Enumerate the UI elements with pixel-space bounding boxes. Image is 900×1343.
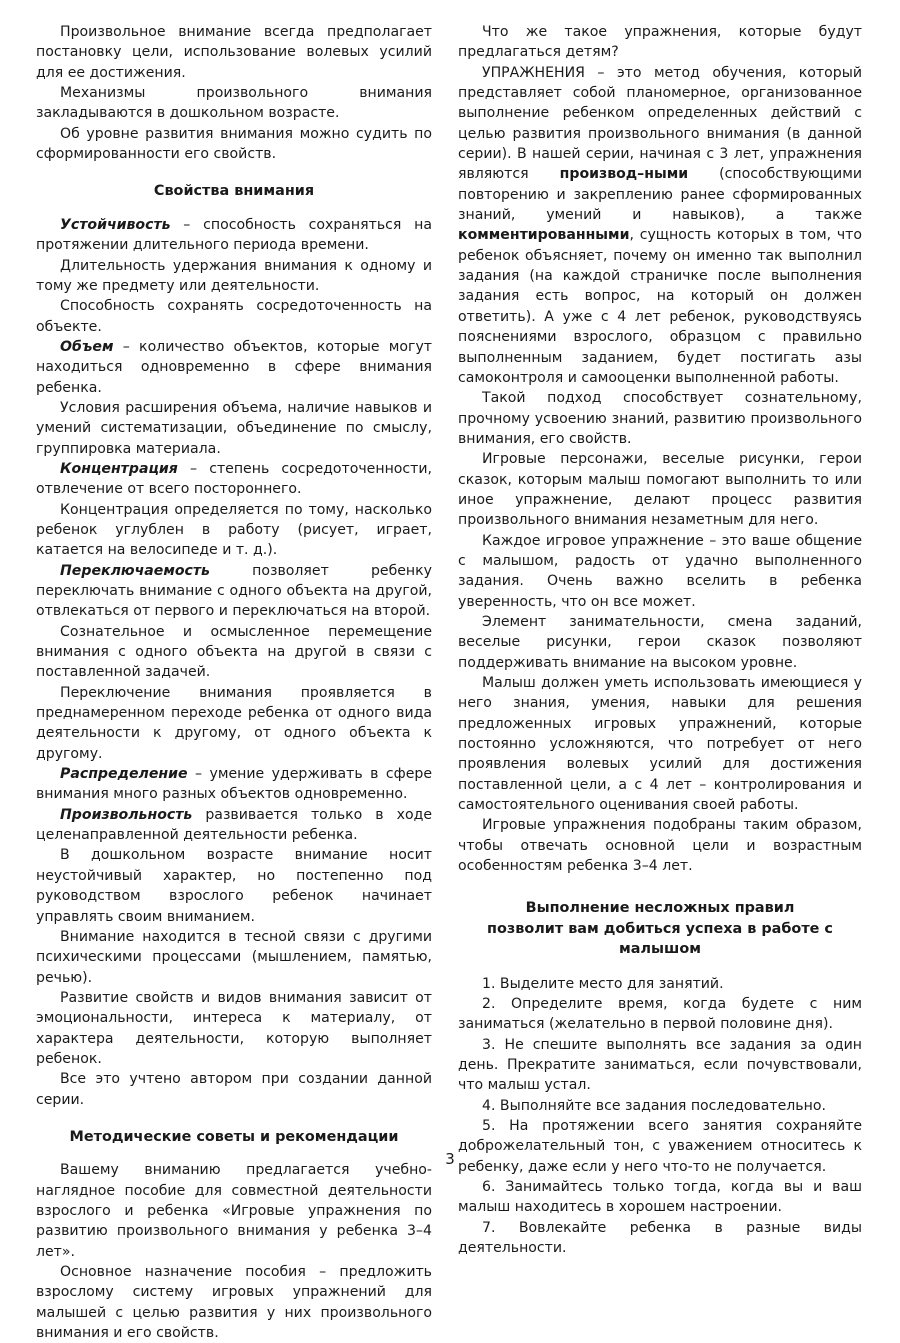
paragraph: Вашему вниманию предлагается учебно-наглядное пособие для совместной деятельности взрослого и ребенка «Игровые упражнения по развитию произвольного внимания у ребенка 3–4 лет». <box>36 1162 432 1260</box>
paragraph: Малыш должен уметь использовать имеющиеся у него знания, умения, навыки для решения предложенных игровых упражнений, которые постоянно усложняются, что потребует от него проявления волевых усилий для достижения поставленной цели, а с 4 лет – контролирования и самостоятельного оценивания своей работы. <box>458 675 862 814</box>
paragraph: Такой подход способствует сознательному, прочному усвоению знаний, развитию произвольного внимания, его свойств. <box>458 390 862 447</box>
paragraph-property <box>36 215 432 256</box>
property-term: Распределение <box>60 766 188 783</box>
section-heading-properties: Свойства внимания <box>153 183 315 200</box>
property-text: В дошкольном возрасте внимание носит неустойчивый характер, но постепенно под руководством взрослого ребенок начинает управлять своим вниманием. <box>36 847 432 925</box>
spacer <box>36 164 432 181</box>
definition-part-1: УПРАЖНЕНИЯ – это метод обучения, который представляет собой планомерное, организованное выполнение ребенком определенных действий с целью развития произвольного внимания (в данной серии). В нашей серии, начиная с 3 лет, упражнения являются <box>458 64 862 183</box>
property-text: Внимание находится в тесной связи с другими психическими процессами (мышлением, памятью, речью). <box>36 928 432 986</box>
section-heading-rules-line1: Выполнение несложных правил <box>525 900 795 917</box>
property-text: – способность сохраняться на протяжении длительного периода времени. <box>36 216 432 254</box>
property-term: Концентрация <box>60 460 178 477</box>
rule-item: 6. Занимайтесь только тогда, когда вы и ваш малыш находитесь в хорошем настроении. <box>458 1179 862 1216</box>
paragraph: Об уровне развития внимания можно судить по сформированности его свойств. <box>36 125 432 163</box>
spacer <box>458 960 862 974</box>
property-text: Развитие свойств и видов внимания зависит от эмоциональности, интереса к материалу, от характера деятельности, которую выполняет ребенок. <box>36 989 432 1067</box>
property-text: – умение удерживать в сфере внимания много разных объектов одновременно. <box>36 766 432 803</box>
section-heading-rules-line2: позволит вам добиться успеха в работе с малышом <box>487 920 833 958</box>
property-text: позволяет ребенку переключать внимание с одного объекта на другой, отвлекаться от первого и переключаться на второй. <box>36 562 432 620</box>
property-text: Концентрация определяется по тому, насколько ребенок углублен в работу (рисует, играет, катается на велосипеде и т. д.). <box>36 501 432 559</box>
paragraph-property <box>36 561 432 622</box>
property-text: – степень сосредоточенности, отвлечение от всего постороннего. <box>36 460 432 498</box>
paragraph-property <box>36 927 432 988</box>
paragraph: Механизмы произвольного внимания закладываются в дошкольном возрасте. <box>36 85 432 122</box>
property-term: Произвольность <box>60 806 193 823</box>
property-text: Все это учтено автором при создании данной серии. <box>36 1071 432 1108</box>
paragraph: Игровые персонажи, веселые рисунки, герои сказок, которым малыш помогают выполнить то или иное упражнение, делают процесс развития произвольного внимания незаметным для него. <box>458 451 862 529</box>
paragraph-property <box>36 683 432 764</box>
definition-bold-term-2: комментированными <box>458 227 630 244</box>
property-text: развивается только в ходе целенаправленной деятельности ребенка. <box>36 806 432 844</box>
property-term: Переключаемость <box>60 562 210 579</box>
paragraph-property <box>36 500 432 561</box>
definition-bold-term-1: производ–ными <box>559 166 689 183</box>
property-text: – количество объектов, которые могут находиться одновременно в сфере внимания ребенка. <box>36 338 432 396</box>
property-term: Устойчивость <box>60 216 171 233</box>
definition-part-3: , сущность которых в том, что ребенок объясняет, почему он именно так выполнил задания (на каждой страничке после выполнения задания есть вопрос, на который он должен ответить). А уже с 4 лет ребенок, руководствуясь пояснениями взрослого, образцом с правильно выполненным заданием, будет постигать азы самоконтроля и самооценки выполненной работы. <box>458 227 862 386</box>
rules-list <box>458 974 862 1259</box>
paragraph-property <box>36 805 432 846</box>
spacer <box>36 202 432 215</box>
property-text: Переключение внимания проявляется в преднамеренном переходе ребенка от одного вида деятельности к другому, от одного объекта к другому. <box>36 684 432 762</box>
paragraph-property <box>36 459 432 500</box>
paragraph: Каждое игровое упражнение – это ваше общение с малышом, радость от удачно выполненного задания. Очень важно вселить в ребенка уверенность, что он все может. <box>458 532 862 610</box>
paragraph-property <box>36 256 432 297</box>
property-text: Длительность удержания внимания к одному и тому же предмету или деятельности. <box>36 257 432 294</box>
property-text: Условия расширения объема, наличие навыков и умений систематизации, объединение по смыслу, группировка материала. <box>36 399 432 457</box>
rule-item: 2. Определите время, когда будете с ним заниматься (желательно в первой половине дня). <box>458 996 862 1033</box>
definition-part-2: (способствующими повторению и закреплению ранее сформированных знаний, умений и навыков), а также <box>458 166 862 224</box>
two-column-layout <box>36 22 862 1342</box>
right-column <box>458 22 862 1258</box>
paragraph: Игровые упражнения подобраны таким образом, чтобы отвечать основной цели и возрастным особенностям ребенка 3–4 лет. <box>458 817 862 875</box>
paragraph-property <box>36 398 432 459</box>
section-heading-methodical-advice: Методические советы и рекомендации <box>69 1128 399 1145</box>
paragraph-property <box>36 337 432 398</box>
spacer <box>36 1110 432 1127</box>
paragraph: Основное назначение пособия – предложить взрослому систему игровых упражнений для малышей с целью развития у них произвольного внимания и его свойств. <box>36 1264 432 1342</box>
spacer <box>458 876 862 898</box>
paragraph: Произвольное внимание всегда предполагает постановку цели, использование волевых усилий для ее достижения. <box>36 24 432 81</box>
property-term: Объем <box>60 338 114 355</box>
property-text: Способность сохранять сосредоточенность на объекте. <box>36 298 432 335</box>
paragraph-property <box>36 845 432 926</box>
rule-item: 7. Вовлекайте ребенка в разные виды деятельности. <box>458 1219 862 1257</box>
paragraph-property <box>36 764 432 805</box>
rule-item: 5. На протяжении всего занятия сохраняйте доброжелательный тон, с уважением относитесь к ребенку, даже если у него что-то не получается. <box>458 1118 862 1175</box>
paragraph-definition <box>458 63 862 389</box>
rule-item: 1. Выделите место для занятий. <box>482 975 724 992</box>
paragraph: Элемент занимательности, смена заданий, веселые рисунки, герои сказок позволяют поддерживать внимание на высоком уровне. <box>458 613 862 671</box>
paragraph-property <box>36 296 432 337</box>
paragraph-property <box>36 622 432 683</box>
left-column <box>36 22 432 1343</box>
rule-item: 3. Не спешите выполнять все задания за один день. Прекратите заниматься, если почувствовали, что малыш устал. <box>458 1036 862 1094</box>
paragraph-property <box>36 988 432 1069</box>
rule-item: 4. Выполняйте все задания последовательно. <box>482 1097 826 1114</box>
property-text: Сознательное и осмысленное перемещение внимания с одного объекта на другой в связи с поставленной задачей. <box>36 623 432 681</box>
page-number: 3 <box>445 1150 455 1168</box>
paragraph-property <box>36 1069 432 1110</box>
paragraph: Что же такое упражнения, которые будут предлагаться детям? <box>458 24 862 61</box>
